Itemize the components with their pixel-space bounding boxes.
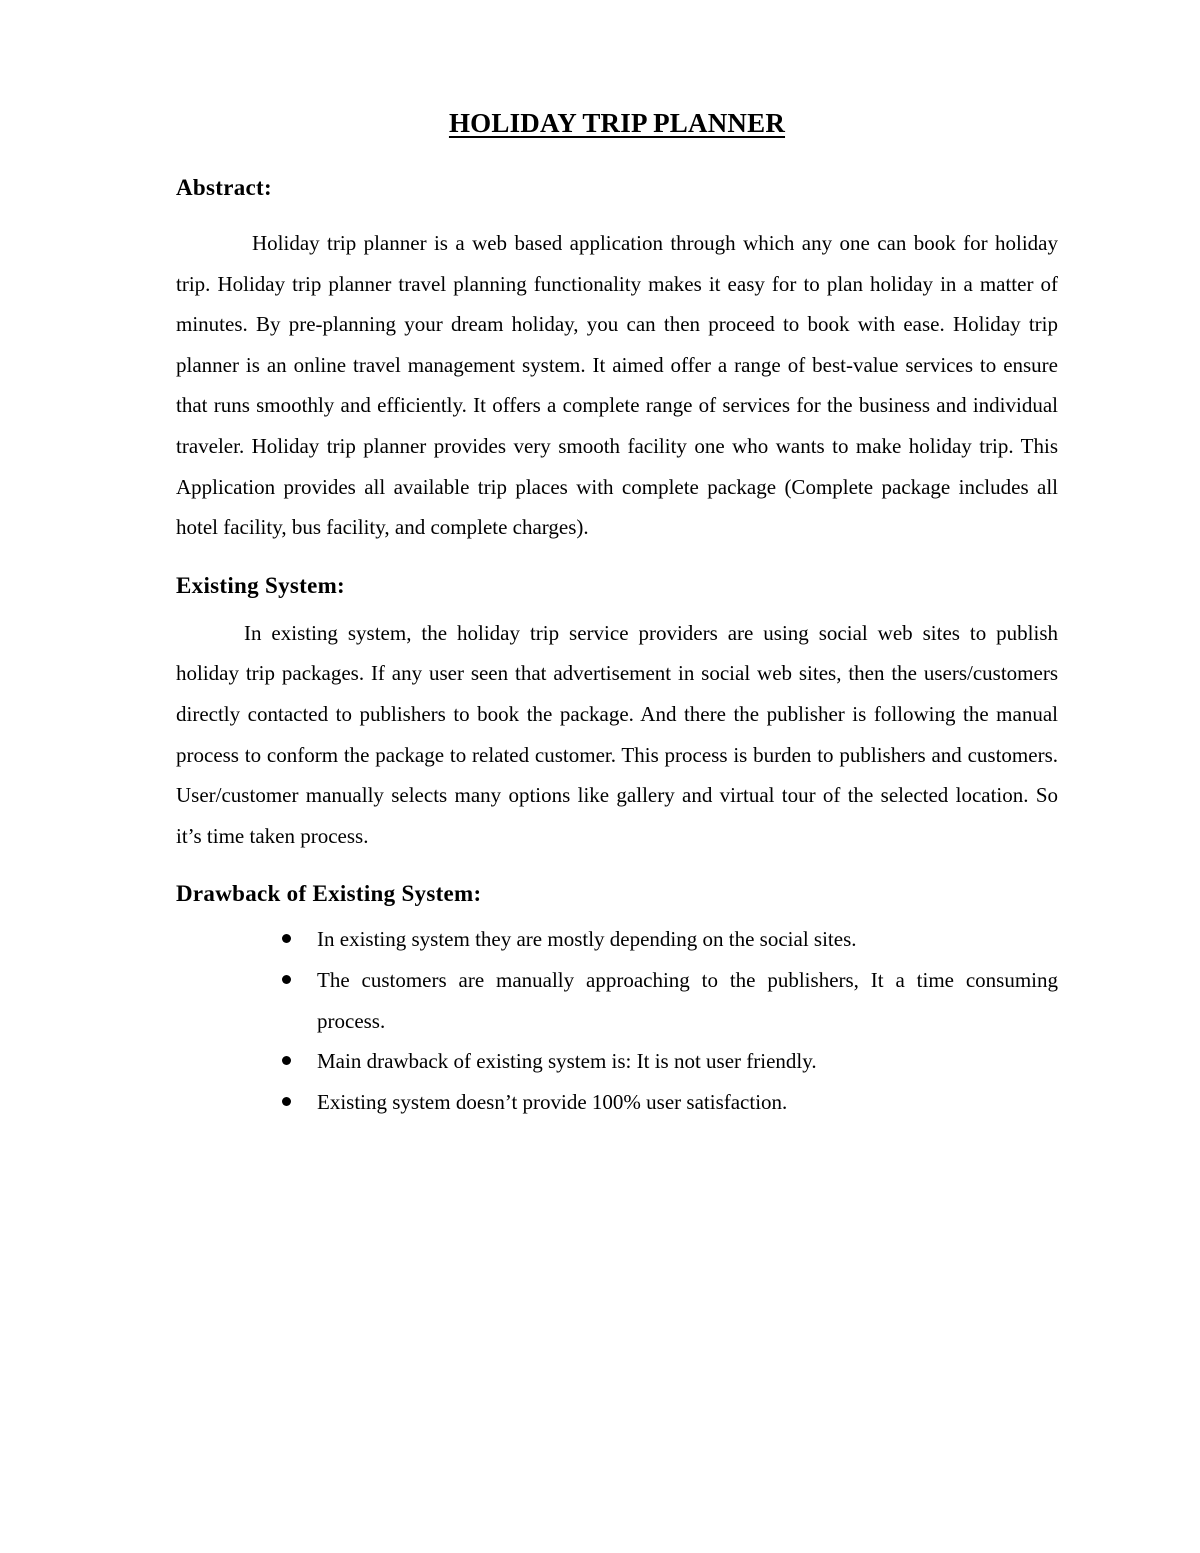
drawback-list <box>176 919 1058 1122</box>
drawback-item <box>176 1041 1058 1082</box>
abstract-paragraph: Holiday trip planner is a web based application through which any one can book for holiday trip. Holiday trip planner travel planning functionality makes it easy for to plan holiday in a matter of minutes. By pre-planning your dream holiday, you can then proceed to book with ease. Holiday trip planner is an online travel management system. It aimed offer a range of best-value services to ensure that runs smoothly and efficiently. It offers a complete range of services for the business and individual traveler. Holiday trip planner provides very smooth facility one who wants to make holiday trip. This Application provides all available trip places with complete package (Complete package includes all hotel facility, bus facility, and complete charges). <box>176 231 1058 540</box>
drawback-item <box>176 919 1058 960</box>
drawback-heading: Drawback of Existing System: <box>176 881 482 907</box>
drawback-item-text: Existing system doesn’t provide 100% user satisfaction. <box>317 1089 788 1114</box>
drawback-item-text: Main drawback of existing system is: It is not user friendly. <box>317 1049 817 1074</box>
document-page <box>176 108 1058 1122</box>
drawback-item-text: The customers are manually approaching to the publishers, It a time consuming process. <box>317 967 1058 1033</box>
drawback-item-text: In existing system they are mostly depending on the social sites. <box>317 927 857 952</box>
bullet-icon <box>282 1056 291 1065</box>
drawback-item <box>176 1082 1058 1123</box>
document-title: HOLIDAY TRIP PLANNER <box>448 108 786 138</box>
bullet-icon <box>282 1097 291 1106</box>
bullet-icon <box>282 934 291 943</box>
existing-system-heading: Existing System: <box>176 572 346 598</box>
bullet-icon <box>282 975 291 984</box>
drawback-item <box>176 960 1058 1041</box>
existing-system-paragraph: In existing system, the holiday trip service providers are using social web sites to publish holiday trip packages. If any user seen that advertisement in social web sites, then the users/customers directly contacted to publishers to book the package. And there the publisher is following the manual process to conform the package to related customer. This process is burden to publishers and customers. User/customer manually selects many options like gallery and virtual tour of the selected location. So it’s time taken process. <box>176 620 1058 848</box>
abstract-heading: Abstract: <box>176 175 272 200</box>
